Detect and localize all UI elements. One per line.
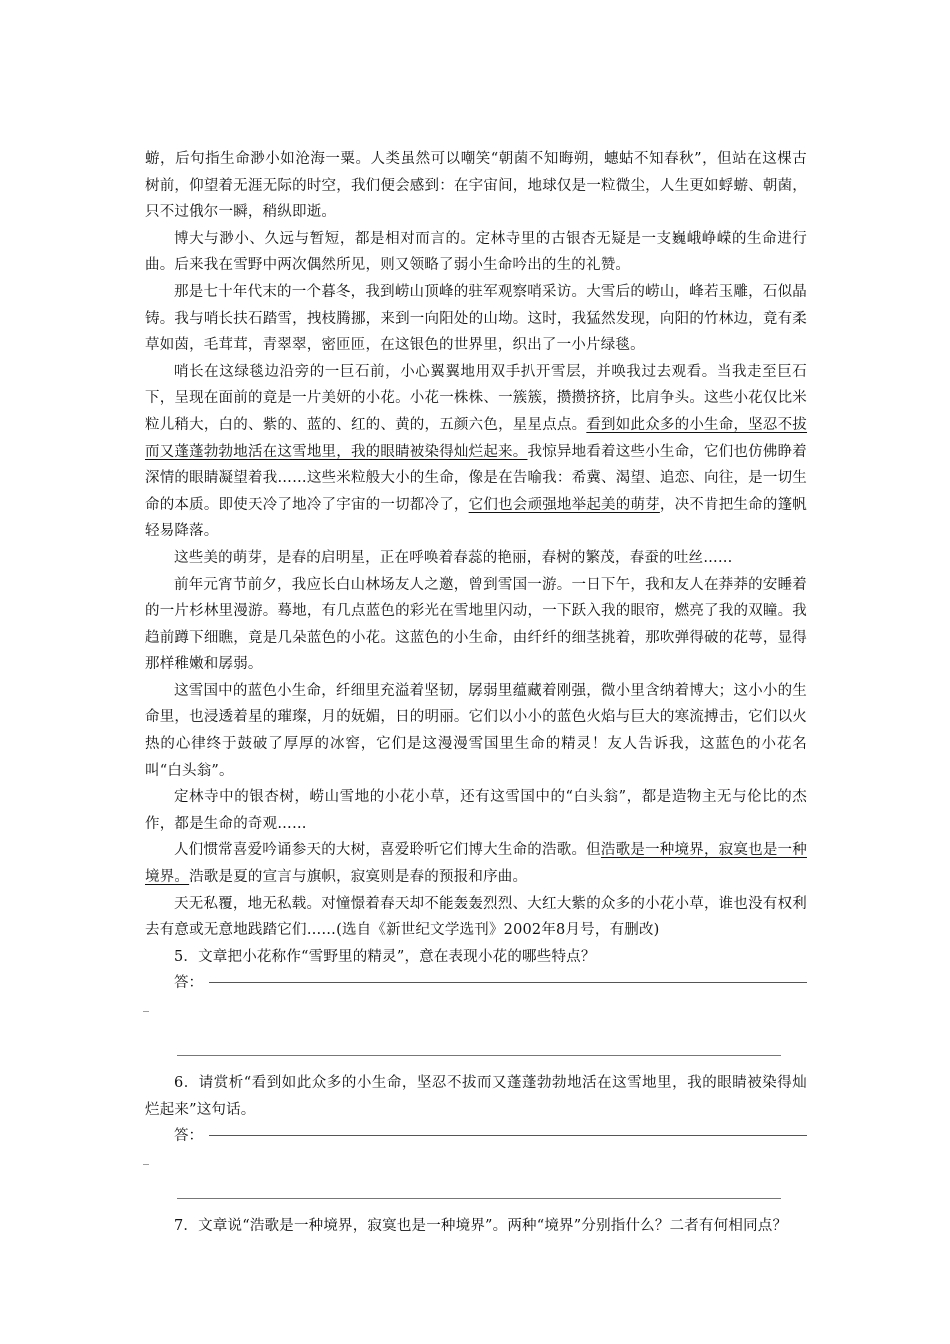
- dash-mark-5: _: [143, 998, 149, 1012]
- paragraph-3: 那是七十年代末的一个暮冬，我到崂山顶峰的驻军观察哨采访。大雪后的崂山，峰若玉雕，石似晶铸。我与哨长扶石踏雪，拽枝腾挪，来到一向阳处的山坳。这时，我猛然发现，向阳的竹林边，竟有柔草如茵，毛茸茸，青翠翠，密匝匝，在这银色的世界里，织出了一小片绿毯。: [145, 283, 807, 354]
- question-7: 7．文章说“浩歌是一种境界，寂寞也是一种境界”。两种“境界”分别指什么？二者有何相同点？: [174, 1217, 788, 1234]
- paragraph-2: 博大与渺小、久远与暂短，都是相对而言的。定林寺里的古银杏无疑是一支巍峨峥嵘的生命进行曲。后来我在雪野中两次偶然所见，则又领略了弱小生命吟出的生的礼赞。: [145, 230, 807, 274]
- answer-label-5: 答：: [174, 975, 203, 992]
- article-body: [145, 146, 807, 1239]
- paragraph-4: [145, 359, 807, 545]
- answer-line-6[interactable]: [209, 1135, 807, 1136]
- underlined-sentence-3: 浩歌是一种境界，寂寞也是一种境界。: [145, 842, 807, 886]
- paragraph-9-part-2: 浩歌是夏的宣言与旗帜，寂寞则是春的预报和序曲。: [189, 869, 528, 886]
- paragraph-5: 这些美的萌芽，是春的启明星，正在呼唤着春蕊的艳丽，春树的繁茂，春蚕的吐丝……: [174, 549, 733, 566]
- paragraph-6: 前年元宵节前夕，我应长白山林场友人之邀，曾到雪国一游。一日下午，我和友人在莽莽的安睡着的一片杉林里漫游。蓦地，有几点蓝色的彩光在雪地里闪动，一下跃入我的眼帘，燃亮了我的双瞳。我趋前蹲下细瞧，竟是几朵蓝色的小花。这蓝色的小生命，由纤纤的细茎挑着，那吹弹得破的花萼，显得那样稚嫩和孱弱。: [145, 576, 807, 673]
- paragraph-9: [145, 837, 807, 890]
- paragraph-9-part-1: 人们惯常喜爱吟诵参天的大树，喜爱聆听它们博大生命的浩歌。但: [174, 842, 601, 859]
- paragraph-8: 定林寺中的银杏树，崂山雪地的小花小草，还有这雪国中的“白头翁”，都是造物主无与伦比的杰作，都是生命的奇观……: [145, 789, 807, 832]
- paragraph-10: 天无私覆，地无私载。对憧憬着春天却不能轰轰烈烈、大红大紫的众多的小花小草，谁也没有权利去有意或无意地践踏它们……(选自《新世纪文学选刊》2002年8月号，有删改): [145, 895, 807, 939]
- paragraph-4-part-3: ，决不肯把生命的篷帆轻易降落。: [145, 496, 807, 540]
- answer-row-6: [145, 1123, 807, 1150]
- paragraph-7: 这雪国中的蓝色小生命，纤细里充溢着坚韧，孱弱里蕴藏着刚强，微小里含纳着博大；这小小的生命里，也浸透着星的璀璨，月的妩媚，日的明丽。它们以小小的蓝色火焰与巨大的寒流搏击，它们以火热的心律终于鼓破了厚厚的冰窖，它们是这漫漫雪国里生命的精灵！友人告诉我，这蓝色的小花名叫“白头翁”。: [145, 682, 807, 779]
- dash-mark-6: _: [143, 1150, 149, 1165]
- paragraph-1: 蝣，后句指生命渺小如沧海一粟。人类虽然可以嘲笑“朝菌不知晦朔，蟪蛄不知春秋”，但站在这棵古树前，仰望着无涯无际的时空，我们便会感到：在宇宙间，地球仅是一粒微尘，人生更如蜉蝣、朝菌，只不过俄尔一瞬，稍纵即逝。: [145, 151, 807, 221]
- underlined-sentence-2: 它们也会顽强地举起美的萌芽: [468, 496, 660, 513]
- paragraph-4-part-2: 我惊异地看着这些小生命，它们也仿佛睁着深情的眼睛凝望着我……这些米粒般大小的生命，像是在告喻我：希冀、渴望、追恋、向往，是一切生命的本质。即使天冷了地冷了宇宙的一切都冷了，: [145, 443, 807, 513]
- answer-line-5[interactable]: [209, 982, 807, 983]
- question-5: 5．文章把小花称作“雪野里的精灵”，意在表现小花的哪些特点？: [174, 948, 596, 965]
- question-6: 6．请赏析“看到如此众多的小生命，坚忍不拔而又蓬蓬勃勃地活在这雪地里，我的眼睛被染得灿烂起来”这句话。: [145, 1075, 807, 1118]
- paragraph-4-part-1: 哨长在这绿毯边沿旁的一巨石前，小心翼翼地用双手扒开雪层，并唤我过去观看。当我走至巨石下，呈现在面前的竟是一片美妍的小花。小花一株株、一簇簇，攒攒挤挤，比肩争头。这些小花仅比米粒儿稍大，白的、紫的、蓝的、红的、黄的，五颜六色，星星点点。: [145, 363, 807, 433]
- underlined-sentence-1: 看到如此众多的小生命，坚忍不拔而又蓬蓬勃勃地活在这雪地里，我的眼睛被染得灿烂起来。: [145, 416, 808, 460]
- answer-label-6: 答：: [174, 1128, 203, 1145]
- answer-row-5: [145, 970, 807, 997]
